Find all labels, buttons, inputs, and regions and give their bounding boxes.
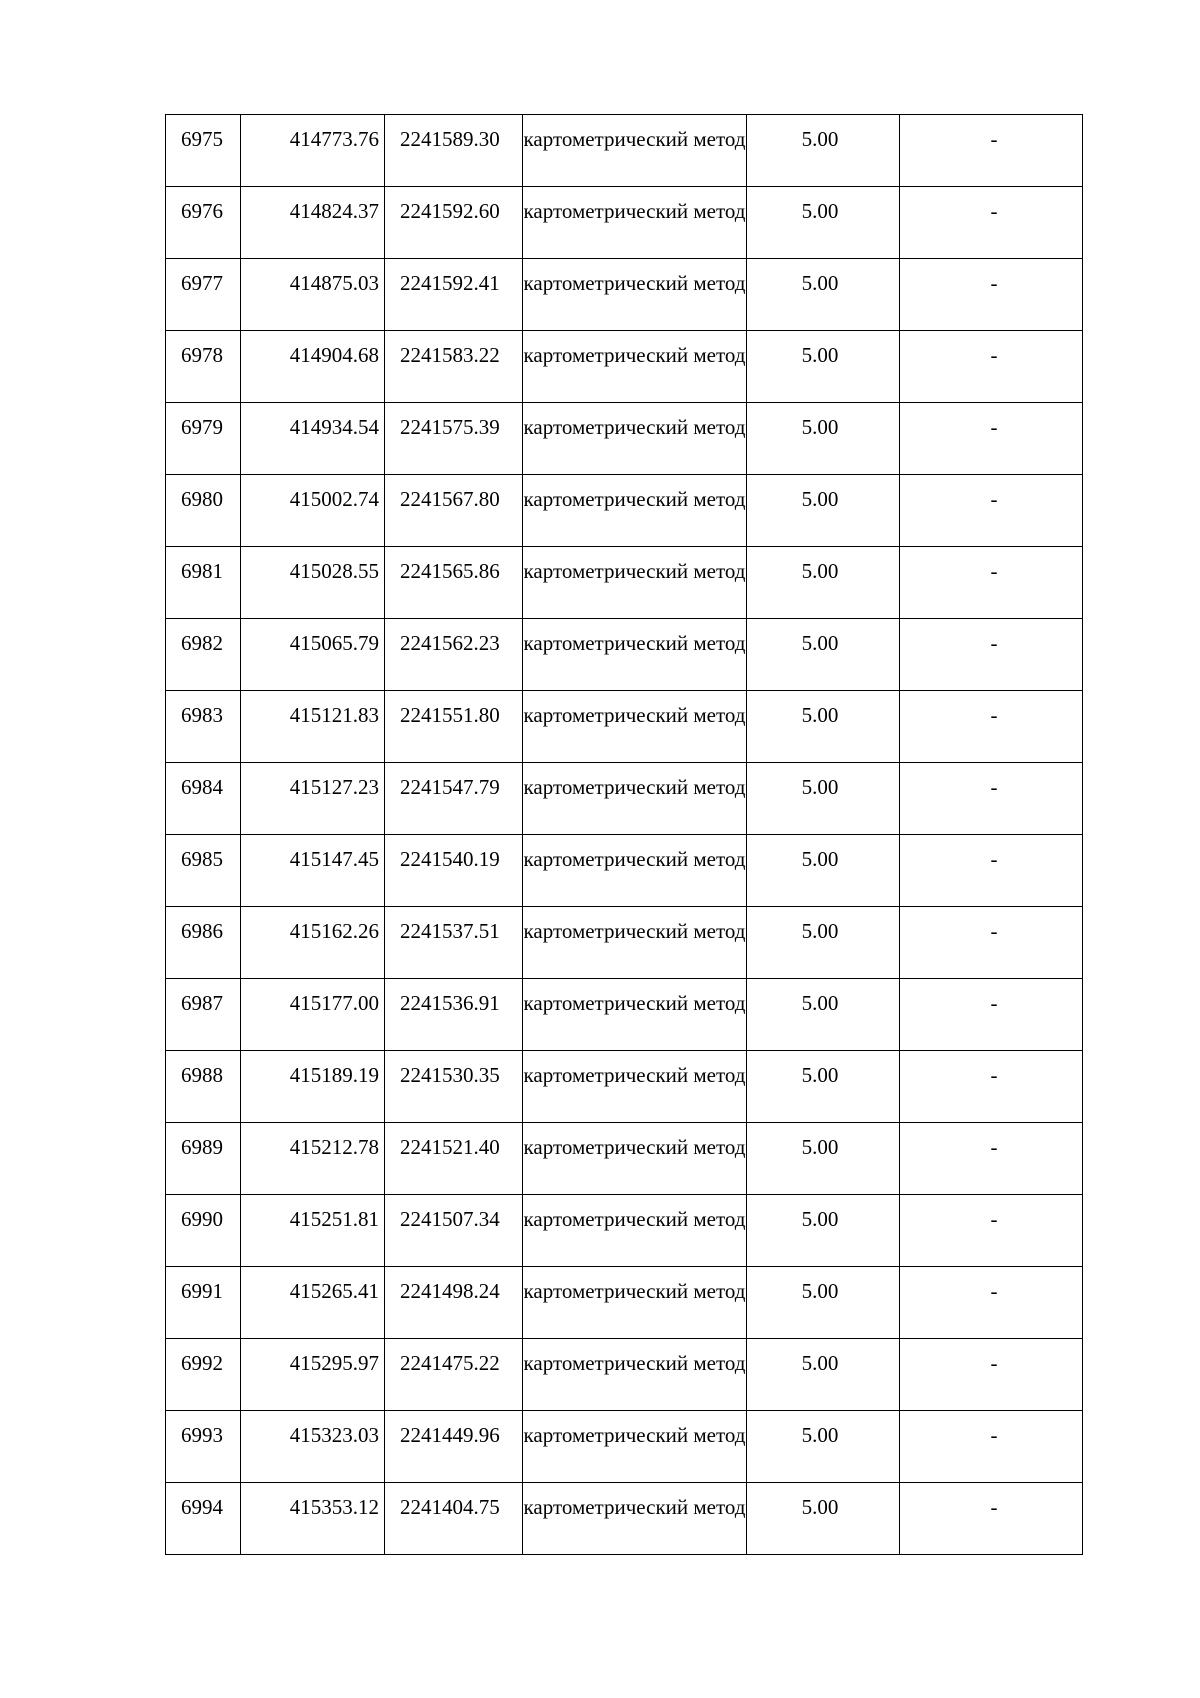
accuracy-cell-text: 5.00 — [801, 343, 839, 367]
note-cell — [900, 691, 1083, 763]
x-coordinate-cell — [241, 1339, 385, 1411]
y-coordinate-cell-text: 2241498.24 — [400, 1279, 500, 1303]
coordinates-table — [165, 114, 1083, 1555]
point-number-cell-text: 6985 — [181, 847, 223, 871]
method-cell-text: картометрический метод — [523, 487, 746, 511]
y-coordinate-cell-text: 2241565.86 — [400, 559, 500, 583]
table-row — [166, 403, 1083, 475]
table-row — [166, 763, 1083, 835]
x-coordinate-cell — [241, 979, 385, 1051]
accuracy-cell-text: 5.00 — [801, 991, 839, 1015]
method-cell — [523, 1051, 747, 1123]
y-coordinate-cell — [385, 547, 523, 619]
y-coordinate-cell — [385, 475, 523, 547]
note-cell — [900, 115, 1083, 187]
x-coordinate-cell — [241, 331, 385, 403]
x-coordinate-cell — [241, 835, 385, 907]
note-cell-text: - — [990, 487, 998, 511]
x-coordinate-cell — [241, 691, 385, 763]
point-number-cell-text: 6982 — [181, 631, 223, 655]
table-row — [166, 259, 1083, 331]
point-number-cell — [166, 331, 241, 403]
note-cell-text: - — [990, 919, 998, 943]
method-cell — [523, 907, 747, 979]
point-number-cell — [166, 259, 241, 331]
x-coordinate-cell — [241, 1411, 385, 1483]
method-cell-text: картометрический метод — [523, 1351, 746, 1375]
point-number-cell — [166, 1267, 241, 1339]
method-cell — [523, 1483, 747, 1555]
method-cell — [523, 763, 747, 835]
table-row — [166, 187, 1083, 259]
note-cell-text: - — [990, 991, 998, 1015]
y-coordinate-cell-text: 2241536.91 — [400, 991, 500, 1015]
y-coordinate-cell-text: 2241592.41 — [400, 271, 500, 295]
point-number-cell — [166, 475, 241, 547]
accuracy-cell-text: 5.00 — [801, 1063, 839, 1087]
accuracy-cell-text: 5.00 — [801, 1495, 839, 1519]
y-coordinate-cell — [385, 691, 523, 763]
method-cell — [523, 1411, 747, 1483]
note-cell — [900, 259, 1083, 331]
method-cell — [523, 187, 747, 259]
accuracy-cell — [747, 1267, 900, 1339]
accuracy-cell-text: 5.00 — [801, 775, 839, 799]
y-coordinate-cell-text: 2241562.23 — [400, 631, 500, 655]
point-number-cell — [166, 1051, 241, 1123]
x-coordinate-cell-text: 415127.23 — [289, 775, 379, 799]
note-cell-text: - — [990, 559, 998, 583]
point-number-cell-text: 6988 — [181, 1063, 223, 1087]
point-number-cell — [166, 1483, 241, 1555]
accuracy-cell — [747, 547, 900, 619]
y-coordinate-cell-text: 2241551.80 — [400, 703, 500, 727]
y-coordinate-cell — [385, 187, 523, 259]
method-cell-text: картометрический метод — [523, 559, 746, 583]
y-coordinate-cell — [385, 1339, 523, 1411]
point-number-cell — [166, 115, 241, 187]
note-cell — [900, 187, 1083, 259]
accuracy-cell-text: 5.00 — [801, 415, 839, 439]
x-coordinate-cell-text: 415065.79 — [289, 631, 379, 655]
y-coordinate-cell-text: 2241475.22 — [400, 1351, 500, 1375]
table-row — [166, 1411, 1083, 1483]
point-number-cell — [166, 187, 241, 259]
table-row — [166, 1051, 1083, 1123]
x-coordinate-cell-text: 415189.19 — [289, 1063, 379, 1087]
method-cell — [523, 259, 747, 331]
y-coordinate-cell — [385, 1483, 523, 1555]
accuracy-cell — [747, 1051, 900, 1123]
note-cell — [900, 907, 1083, 979]
accuracy-cell-text: 5.00 — [801, 1351, 839, 1375]
method-cell-text: картометрический метод — [523, 1207, 746, 1231]
x-coordinate-cell — [241, 763, 385, 835]
accuracy-cell — [747, 403, 900, 475]
accuracy-cell — [747, 835, 900, 907]
y-coordinate-cell-text: 2241449.96 — [400, 1423, 500, 1447]
accuracy-cell-text: 5.00 — [801, 703, 839, 727]
y-coordinate-cell-text: 2241530.35 — [400, 1063, 500, 1087]
x-coordinate-cell-text: 414904.68 — [289, 343, 379, 367]
method-cell — [523, 835, 747, 907]
method-cell-text: картометрический метод — [523, 991, 746, 1015]
note-cell-text: - — [990, 631, 998, 655]
point-number-cell-text: 6994 — [181, 1495, 223, 1519]
point-number-cell-text: 6981 — [181, 559, 223, 583]
method-cell — [523, 475, 747, 547]
x-coordinate-cell — [241, 403, 385, 475]
table-row — [166, 1267, 1083, 1339]
note-cell-text: - — [990, 1207, 998, 1231]
point-number-cell-text: 6975 — [181, 127, 223, 151]
accuracy-cell — [747, 259, 900, 331]
note-cell — [900, 475, 1083, 547]
method-cell — [523, 979, 747, 1051]
point-number-cell-text: 6978 — [181, 343, 223, 367]
y-coordinate-cell-text: 2241540.19 — [400, 847, 500, 871]
y-coordinate-cell-text: 2241567.80 — [400, 487, 500, 511]
method-cell-text: картометрический метод — [523, 415, 746, 439]
accuracy-cell-text: 5.00 — [801, 919, 839, 943]
point-number-cell-text: 6979 — [181, 415, 223, 439]
y-coordinate-cell — [385, 907, 523, 979]
x-coordinate-cell-text: 415147.45 — [289, 847, 379, 871]
note-cell-text: - — [990, 703, 998, 727]
y-coordinate-cell — [385, 1123, 523, 1195]
method-cell — [523, 691, 747, 763]
accuracy-cell — [747, 1339, 900, 1411]
x-coordinate-cell-text: 415162.26 — [289, 919, 379, 943]
y-coordinate-cell — [385, 1411, 523, 1483]
table-row — [166, 1483, 1083, 1555]
x-coordinate-cell-text: 414875.03 — [289, 271, 379, 295]
method-cell — [523, 1195, 747, 1267]
x-coordinate-cell — [241, 1051, 385, 1123]
accuracy-cell-text: 5.00 — [801, 199, 839, 223]
method-cell-text: картометрический метод — [523, 631, 746, 655]
table-row — [166, 619, 1083, 691]
point-number-cell — [166, 691, 241, 763]
y-coordinate-cell — [385, 835, 523, 907]
accuracy-cell — [747, 1411, 900, 1483]
accuracy-cell — [747, 1483, 900, 1555]
point-number-cell-text: 6992 — [181, 1351, 223, 1375]
x-coordinate-cell — [241, 259, 385, 331]
accuracy-cell — [747, 475, 900, 547]
method-cell — [523, 1123, 747, 1195]
accuracy-cell — [747, 979, 900, 1051]
method-cell-text: картометрический метод — [523, 1279, 746, 1303]
x-coordinate-cell — [241, 907, 385, 979]
method-cell-text: картометрический метод — [523, 1495, 746, 1519]
accuracy-cell — [747, 619, 900, 691]
note-cell — [900, 1051, 1083, 1123]
note-cell-text: - — [990, 127, 998, 151]
x-coordinate-cell — [241, 1267, 385, 1339]
note-cell — [900, 1483, 1083, 1555]
method-cell — [523, 115, 747, 187]
table-row — [166, 1123, 1083, 1195]
x-coordinate-cell-text: 415212.78 — [289, 1135, 379, 1159]
y-coordinate-cell-text: 2241521.40 — [400, 1135, 500, 1159]
table-row — [166, 691, 1083, 763]
table-row — [166, 115, 1083, 187]
point-number-cell-text: 6991 — [181, 1279, 223, 1303]
x-coordinate-cell — [241, 1195, 385, 1267]
method-cell-text: картометрический метод — [523, 127, 746, 151]
point-number-cell — [166, 403, 241, 475]
point-number-cell-text: 6987 — [181, 991, 223, 1015]
note-cell-text: - — [990, 1351, 998, 1375]
note-cell — [900, 403, 1083, 475]
table-row — [166, 835, 1083, 907]
method-cell-text: картометрический метод — [523, 703, 746, 727]
method-cell — [523, 619, 747, 691]
y-coordinate-cell-text: 2241404.75 — [400, 1495, 500, 1519]
accuracy-cell — [747, 1123, 900, 1195]
accuracy-cell-text: 5.00 — [801, 631, 839, 655]
point-number-cell — [166, 1195, 241, 1267]
method-cell — [523, 547, 747, 619]
x-coordinate-cell-text: 414773.76 — [289, 127, 379, 151]
x-coordinate-cell — [241, 1483, 385, 1555]
note-cell-text: - — [990, 1423, 998, 1447]
point-number-cell — [166, 1123, 241, 1195]
point-number-cell — [166, 1339, 241, 1411]
point-number-cell-text: 6990 — [181, 1207, 223, 1231]
x-coordinate-cell — [241, 619, 385, 691]
x-coordinate-cell-text: 414824.37 — [289, 199, 379, 223]
y-coordinate-cell — [385, 259, 523, 331]
table-row — [166, 907, 1083, 979]
x-coordinate-cell-text: 415002.74 — [289, 487, 379, 511]
accuracy-cell-text: 5.00 — [801, 1423, 839, 1447]
y-coordinate-cell-text: 2241583.22 — [400, 343, 500, 367]
note-cell — [900, 547, 1083, 619]
note-cell — [900, 763, 1083, 835]
note-cell-text: - — [990, 271, 998, 295]
x-coordinate-cell-text: 414934.54 — [289, 415, 379, 439]
table-row — [166, 1339, 1083, 1411]
y-coordinate-cell — [385, 1051, 523, 1123]
accuracy-cell — [747, 187, 900, 259]
note-cell — [900, 1411, 1083, 1483]
note-cell-text: - — [990, 1063, 998, 1087]
x-coordinate-cell — [241, 1123, 385, 1195]
accuracy-cell-text: 5.00 — [801, 559, 839, 583]
point-number-cell — [166, 1411, 241, 1483]
y-coordinate-cell-text: 2241507.34 — [400, 1207, 500, 1231]
y-coordinate-cell — [385, 1195, 523, 1267]
point-number-cell-text: 6980 — [181, 487, 223, 511]
x-coordinate-cell-text: 415177.00 — [289, 991, 379, 1015]
x-coordinate-cell-text: 415028.55 — [289, 559, 379, 583]
point-number-cell — [166, 907, 241, 979]
method-cell-text: картометрический метод — [523, 1063, 746, 1087]
method-cell — [523, 1267, 747, 1339]
table-row — [166, 547, 1083, 619]
point-number-cell — [166, 763, 241, 835]
y-coordinate-cell — [385, 619, 523, 691]
point-number-cell-text: 6977 — [181, 271, 223, 295]
y-coordinate-cell-text: 2241575.39 — [400, 415, 500, 439]
method-cell-text: картометрический метод — [523, 271, 746, 295]
accuracy-cell — [747, 763, 900, 835]
note-cell — [900, 979, 1083, 1051]
accuracy-cell — [747, 331, 900, 403]
point-number-cell-text: 6986 — [181, 919, 223, 943]
x-coordinate-cell — [241, 475, 385, 547]
point-number-cell — [166, 835, 241, 907]
point-number-cell — [166, 979, 241, 1051]
x-coordinate-cell-text: 415323.03 — [289, 1423, 379, 1447]
note-cell-text: - — [990, 775, 998, 799]
point-number-cell-text: 6983 — [181, 703, 223, 727]
method-cell — [523, 331, 747, 403]
method-cell-text: картометрический метод — [523, 919, 746, 943]
x-coordinate-cell-text: 415265.41 — [289, 1279, 379, 1303]
y-coordinate-cell — [385, 331, 523, 403]
note-cell-text: - — [990, 415, 998, 439]
y-coordinate-cell — [385, 403, 523, 475]
point-number-cell-text: 6976 — [181, 199, 223, 223]
y-coordinate-cell — [385, 115, 523, 187]
coordinates-table-body — [166, 115, 1083, 1555]
method-cell-text: картометрический метод — [523, 199, 746, 223]
method-cell-text: картометрический метод — [523, 775, 746, 799]
y-coordinate-cell — [385, 979, 523, 1051]
point-number-cell — [166, 547, 241, 619]
accuracy-cell-text: 5.00 — [801, 847, 839, 871]
method-cell — [523, 403, 747, 475]
y-coordinate-cell — [385, 763, 523, 835]
x-coordinate-cell-text: 415353.12 — [289, 1495, 379, 1519]
note-cell-text: - — [990, 1135, 998, 1159]
accuracy-cell — [747, 907, 900, 979]
y-coordinate-cell-text: 2241589.30 — [400, 127, 500, 151]
table-row — [166, 331, 1083, 403]
note-cell-text: - — [990, 847, 998, 871]
method-cell-text: картометрический метод — [523, 847, 746, 871]
note-cell — [900, 1195, 1083, 1267]
note-cell — [900, 619, 1083, 691]
accuracy-cell — [747, 1195, 900, 1267]
note-cell-text: - — [990, 199, 998, 223]
point-number-cell — [166, 619, 241, 691]
accuracy-cell-text: 5.00 — [801, 1135, 839, 1159]
table-row — [166, 979, 1083, 1051]
note-cell-text: - — [990, 1495, 998, 1519]
x-coordinate-cell-text: 415251.81 — [289, 1207, 379, 1231]
x-coordinate-cell-text: 415121.83 — [289, 703, 379, 727]
table-row — [166, 1195, 1083, 1267]
note-cell — [900, 835, 1083, 907]
point-number-cell-text: 6984 — [181, 775, 223, 799]
method-cell-text: картометрический метод — [523, 343, 746, 367]
point-number-cell-text: 6989 — [181, 1135, 223, 1159]
note-cell — [900, 331, 1083, 403]
y-coordinate-cell — [385, 1267, 523, 1339]
accuracy-cell — [747, 691, 900, 763]
x-coordinate-cell — [241, 547, 385, 619]
x-coordinate-cell — [241, 187, 385, 259]
note-cell — [900, 1339, 1083, 1411]
note-cell-text: - — [990, 1279, 998, 1303]
x-coordinate-cell — [241, 115, 385, 187]
y-coordinate-cell-text: 2241547.79 — [400, 775, 500, 799]
accuracy-cell-text: 5.00 — [801, 271, 839, 295]
method-cell-text: картометрический метод — [523, 1135, 746, 1159]
method-cell-text: картометрический метод — [523, 1423, 746, 1447]
accuracy-cell-text: 5.00 — [801, 1207, 839, 1231]
accuracy-cell-text: 5.00 — [801, 487, 839, 511]
y-coordinate-cell-text: 2241592.60 — [400, 199, 500, 223]
table-row — [166, 475, 1083, 547]
method-cell — [523, 1339, 747, 1411]
y-coordinate-cell-text: 2241537.51 — [400, 919, 500, 943]
accuracy-cell-text: 5.00 — [801, 127, 839, 151]
point-number-cell-text: 6993 — [181, 1423, 223, 1447]
x-coordinate-cell-text: 415295.97 — [289, 1351, 379, 1375]
note-cell-text: - — [990, 343, 998, 367]
note-cell — [900, 1123, 1083, 1195]
accuracy-cell — [747, 115, 900, 187]
note-cell — [900, 1267, 1083, 1339]
accuracy-cell-text: 5.00 — [801, 1279, 839, 1303]
